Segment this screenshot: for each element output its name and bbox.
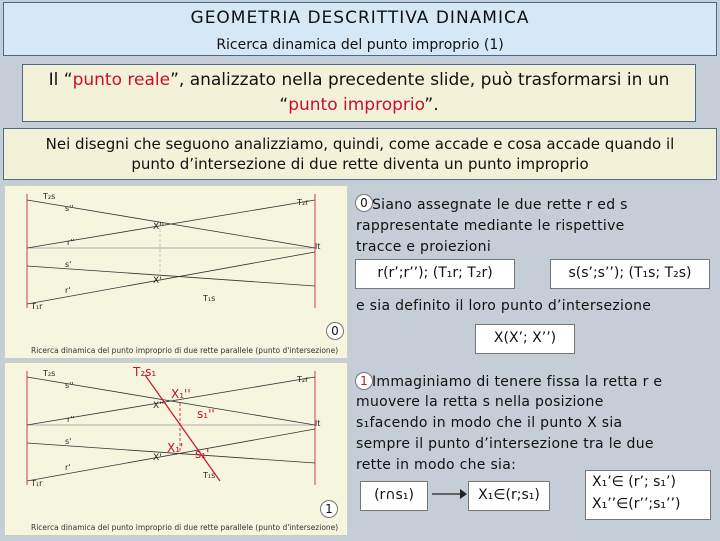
label-s2: s'' bbox=[65, 381, 74, 390]
x-definition-box: X(X’; X’’) bbox=[475, 324, 575, 354]
step-1-line-2: muovere la retta s nella posizione bbox=[356, 394, 604, 410]
intro-red-1: punto reale bbox=[72, 70, 171, 90]
arrow-icon bbox=[430, 486, 468, 502]
diagram-0-caption: Ricerca dinamica del punto improprio di due rette parallele (punto d'intersezione) bbox=[31, 346, 339, 355]
step-1-line-5: rette in modo che sia: bbox=[356, 457, 517, 473]
step-1-line-3: s₁facendo in modo che il punto X sia bbox=[356, 415, 623, 431]
label-t2r: T₂r bbox=[297, 198, 309, 207]
step-0-line-1: Siano assegnate le due rette r ed s bbox=[372, 197, 628, 213]
intro-red-2: punto improprio bbox=[288, 95, 425, 115]
label-r2: r'' bbox=[67, 415, 75, 424]
step-0-line-3: tracce e proiezioni bbox=[356, 239, 492, 255]
label-s1: s' bbox=[65, 437, 72, 446]
note-box bbox=[3, 128, 717, 180]
diagram-step-1 bbox=[4, 362, 348, 536]
label-x1-2: X₁'' bbox=[171, 387, 191, 401]
label-lt: lt bbox=[315, 242, 321, 251]
label-lt: lt bbox=[315, 419, 321, 428]
diagram-1-caption: Ricerca dinamica del punto improprio di due rette parallele (punto d'intersezione) bbox=[31, 523, 339, 532]
step-0-badge-bottom: 0 bbox=[326, 322, 344, 340]
label-t1s: T₁s bbox=[203, 471, 216, 480]
label-r1: r' bbox=[65, 463, 71, 472]
x1-second-projection: X₁’’∈(r’’;s₁’’) bbox=[592, 496, 681, 512]
page-subtitle: Ricerca dinamica del punto improprio (1) bbox=[216, 37, 504, 53]
step-0-badge: 0 bbox=[355, 194, 373, 212]
label-x2: X'' bbox=[153, 401, 165, 411]
label-s1-2: s₁'' bbox=[197, 407, 215, 421]
diagram-0-drawing bbox=[5, 186, 349, 360]
step-0-line-2: rappresentate mediante le rispettive bbox=[356, 218, 625, 234]
label-t1r: T₁r bbox=[31, 302, 43, 311]
line-s1 bbox=[27, 266, 315, 286]
label-r1: r' bbox=[65, 286, 71, 295]
label-x2: X'' bbox=[153, 222, 165, 232]
label-s1-1: s₁' bbox=[195, 447, 210, 461]
x1-first-projection: X₁’∈ (r’; s₁’) bbox=[592, 474, 676, 490]
step-1-badge: 1 bbox=[355, 372, 373, 390]
x1-projections-box bbox=[585, 470, 711, 520]
s-definition-box: s(s’;s’’); (T₁s; T₂s) bbox=[550, 259, 710, 289]
r-definition-box: r(r’;r’’); (T₁r; T₂r) bbox=[355, 259, 515, 289]
step-0-define: e sia definito il loro punto d’intersezione bbox=[356, 298, 652, 314]
label-s2: s'' bbox=[65, 204, 74, 213]
header bbox=[3, 2, 717, 56]
note-line-2: punto d’intersezione di due rette diventa un punto improprio bbox=[131, 155, 589, 173]
intro-text-1: Il “ bbox=[48, 70, 73, 90]
label-x1-1: X₁' bbox=[167, 441, 184, 455]
intro-text-3: ”. bbox=[424, 95, 439, 115]
label-t2s: T₂s bbox=[43, 192, 56, 201]
diagram-step-0 bbox=[4, 185, 348, 359]
rs-intersection-box: (r∩s₁) bbox=[360, 481, 428, 511]
label-x1: X' bbox=[153, 453, 162, 463]
step-1-line-4: sempre il punto d’intersezione tra le due bbox=[356, 436, 654, 452]
page-title: GEOMETRIA DESCRITTIVA DINAMICA bbox=[190, 8, 530, 28]
label-r2: r'' bbox=[67, 238, 75, 247]
label-t2s1: T₂s₁ bbox=[133, 365, 157, 379]
label-s1: s' bbox=[65, 260, 72, 269]
intro-box bbox=[22, 64, 696, 122]
label-t1r: T₁r bbox=[31, 479, 43, 488]
intro-text-2: ”, analizzato nella precedente slide, può trasformarsi in un “ bbox=[170, 70, 670, 115]
note-line-1: Nei disegni che seguono analizziamo, quindi, come accade e cosa accade quando il bbox=[45, 135, 675, 153]
label-x1: X' bbox=[153, 276, 162, 286]
label-t1s: T₁s bbox=[203, 294, 216, 303]
label-t2s: T₂s bbox=[43, 369, 56, 378]
step-1-line-1: Immaginiamo di tenere fissa la retta r e bbox=[372, 374, 663, 390]
step-1-badge-bottom: 1 bbox=[320, 500, 338, 518]
x1-membership-box: X₁∈(r;s₁) bbox=[468, 481, 550, 511]
label-t2r: T₂r bbox=[297, 375, 309, 384]
